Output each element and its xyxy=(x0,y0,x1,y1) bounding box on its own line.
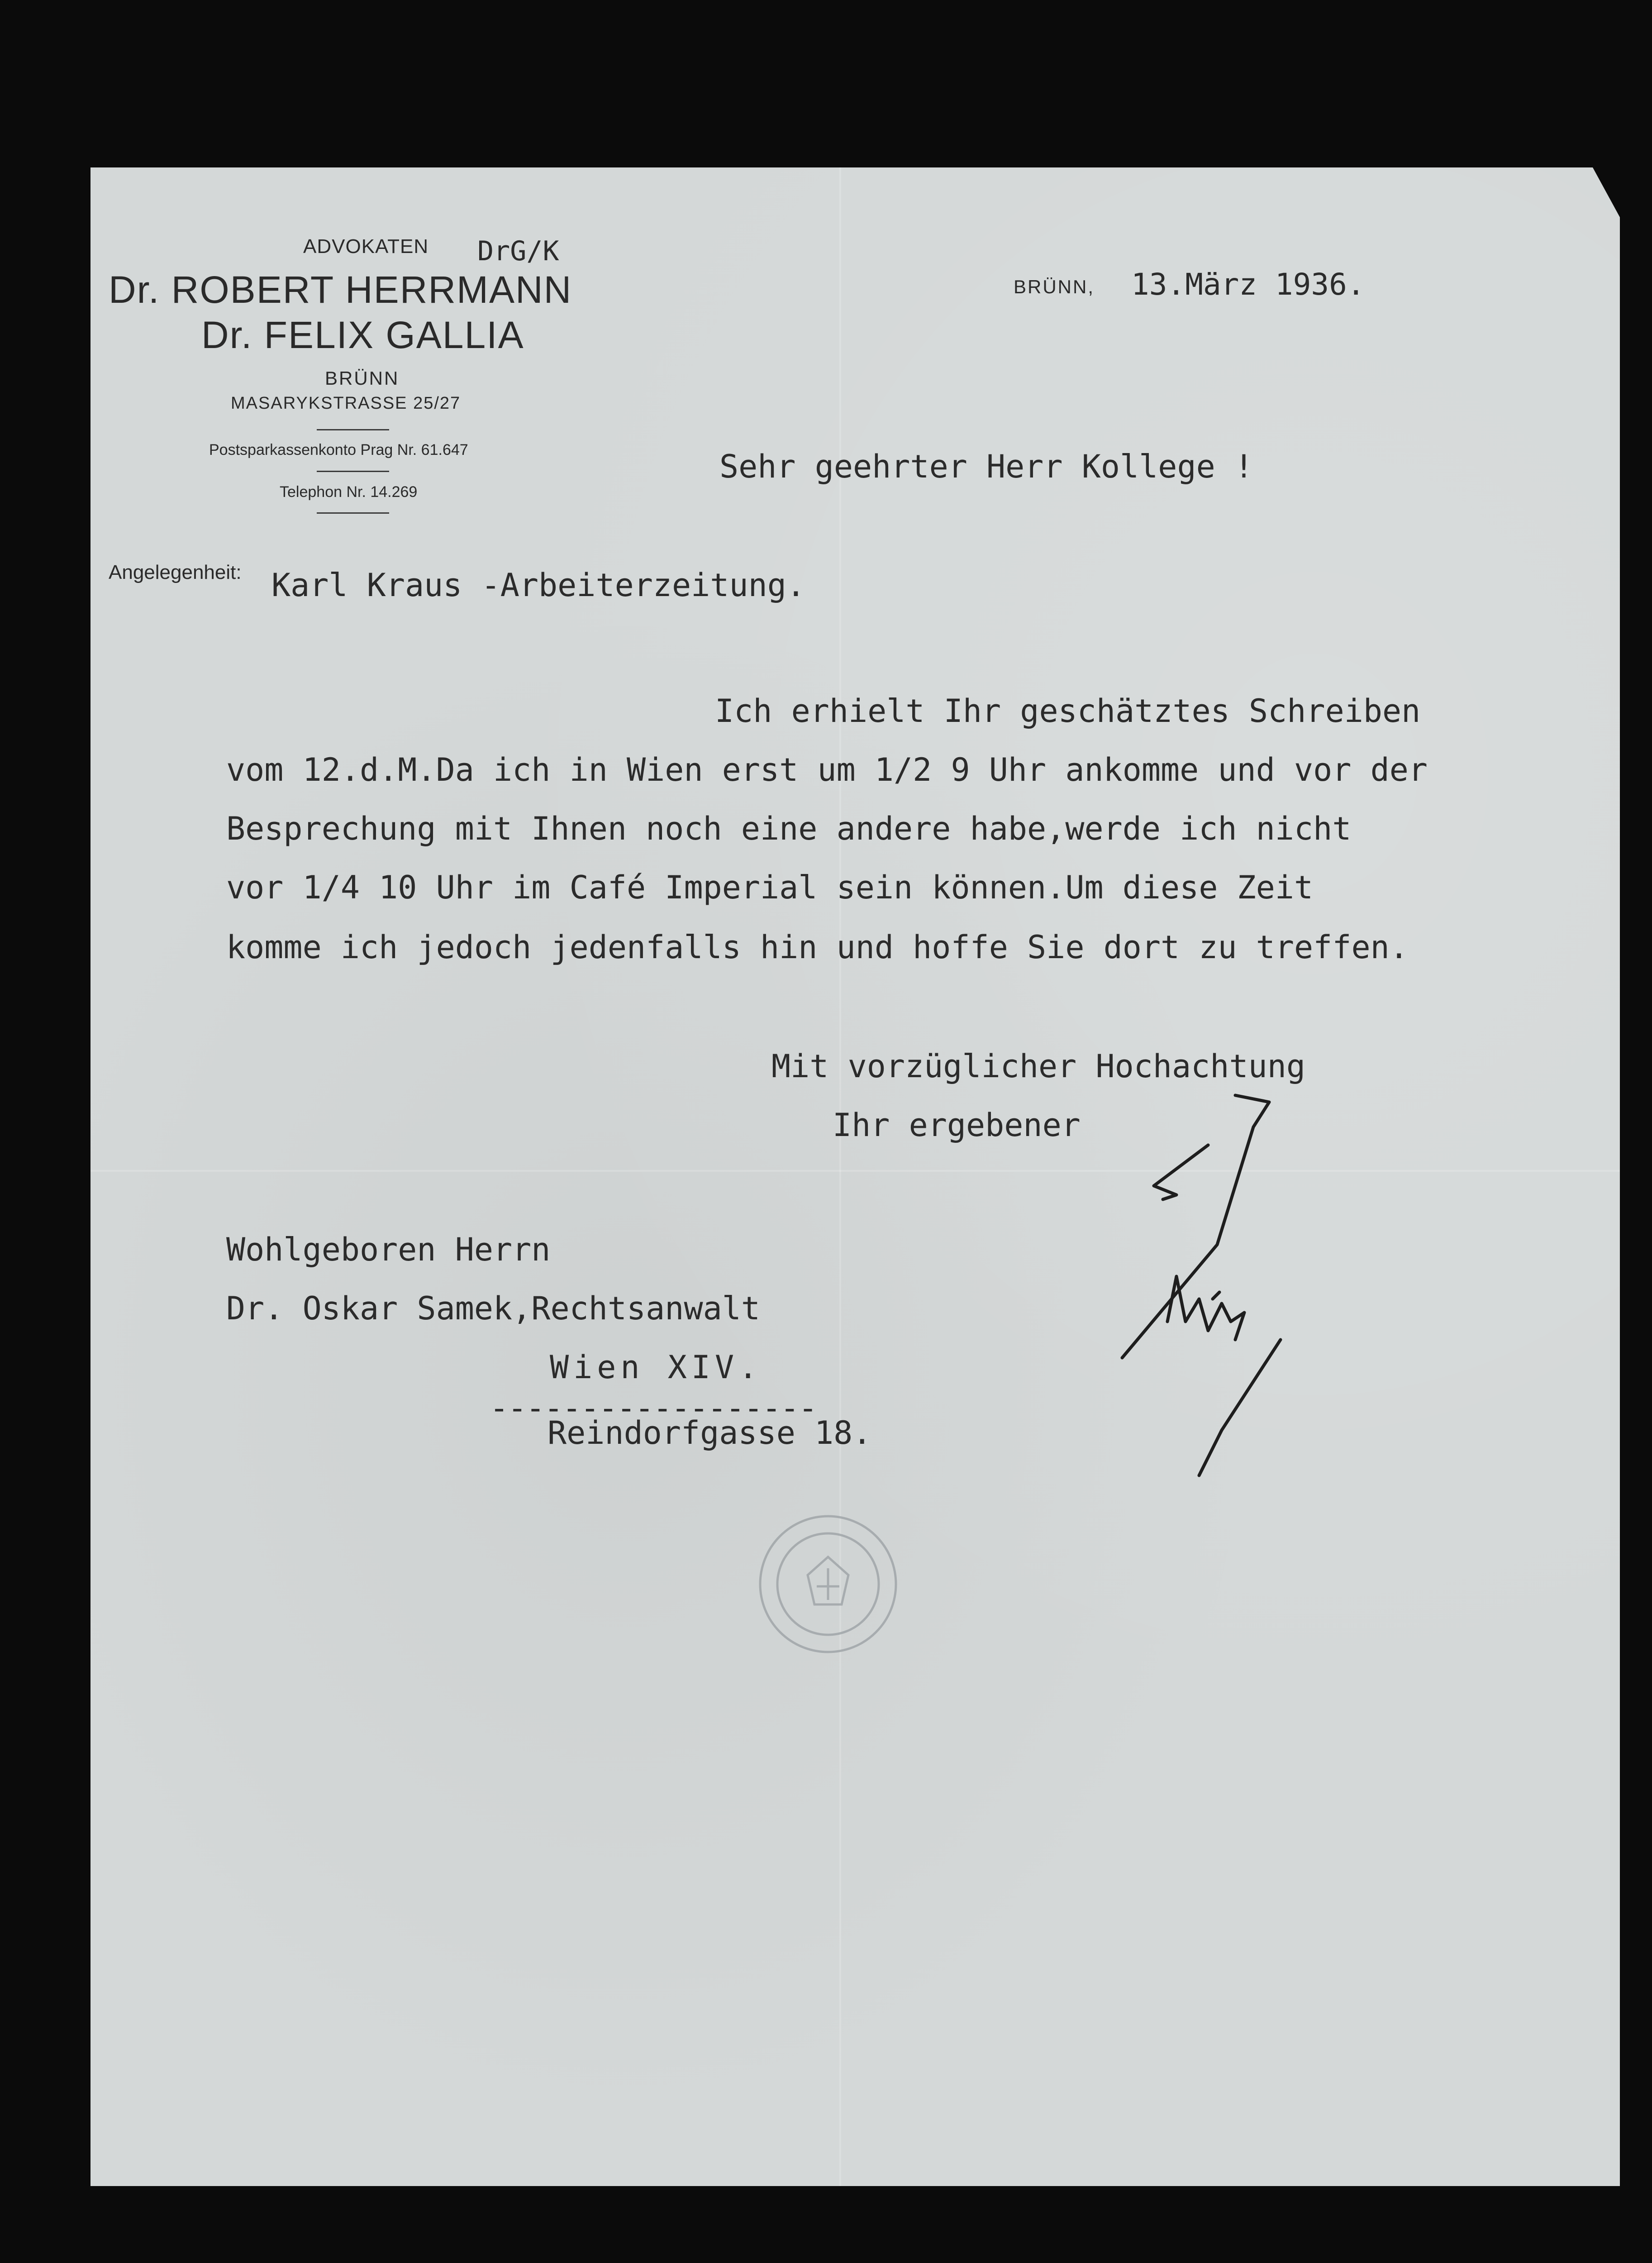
horizontal-fold-crease xyxy=(90,1170,1620,1172)
letterhead-divider xyxy=(317,429,389,430)
letterhead-street: MASARYKSTRASSE 25/27 xyxy=(231,394,461,413)
letterhead-divider xyxy=(317,471,389,472)
body-line: Ich erhielt Ihr geschätztes Schreiben xyxy=(715,692,1421,730)
torn-corner xyxy=(1593,167,1620,217)
matter-text: Karl Kraus -Arbeiterzeitung. xyxy=(271,567,806,604)
recipient-line: Dr. Oskar Samek,Rechtsanwalt xyxy=(226,1290,761,1327)
letterhead-telephone: Telephon Nr. 14.269 xyxy=(280,483,418,501)
handwritten-signature xyxy=(1018,1086,1335,1494)
recipient-line: Wohlgeboren Herrn xyxy=(226,1231,551,1268)
embossed-stamp-icon xyxy=(751,1507,905,1661)
body-line: vom 12.d.M.Da ich in Wien erst um 1/2 9 Uhr ankomme und vor der xyxy=(226,751,1428,788)
letterhead-reference: DrG/K xyxy=(477,235,559,267)
recipient-line: Wien XIV. xyxy=(550,1349,762,1386)
body-line: Besprechung mit Ihnen noch eine andere habe,werde ich nicht xyxy=(226,810,1352,847)
date-city: BRÜNN, xyxy=(1014,276,1095,297)
closing-line: Ihr ergebener xyxy=(833,1107,1081,1144)
letter-sheet xyxy=(90,167,1620,2186)
body-line: vor 1/4 10 Uhr im Café Imperial sein können.Um diese Zeit xyxy=(226,869,1314,906)
letterhead-city: BRÜNN xyxy=(325,368,400,389)
recipient-separator: ------------------ xyxy=(490,1389,817,1427)
letterhead-lawyer-2: Dr. FELIX GALLIA xyxy=(201,314,524,356)
body-line: komme ich jedoch jedenfalls hin und hoffe Sie dort zu treffen. xyxy=(226,929,1409,966)
closing-line: Mit vorzüglicher Hochachtung xyxy=(771,1048,1306,1085)
letterhead-divider xyxy=(317,512,389,514)
letterhead-profession: ADVOKATEN xyxy=(303,235,429,258)
matter-label: Angelegenheit: xyxy=(109,561,242,583)
date-value: 13.März 1936. xyxy=(1131,267,1365,302)
letterhead-lawyer-1: Dr. ROBERT HERRMANN xyxy=(109,268,572,311)
recipient-line: Reindorfgasse 18. xyxy=(547,1414,872,1451)
letterhead-postal-account: Postsparkassenkonto Prag Nr. 61.647 xyxy=(209,441,468,458)
salutation: Sehr geehrter Herr Kollege ! xyxy=(719,448,1254,485)
